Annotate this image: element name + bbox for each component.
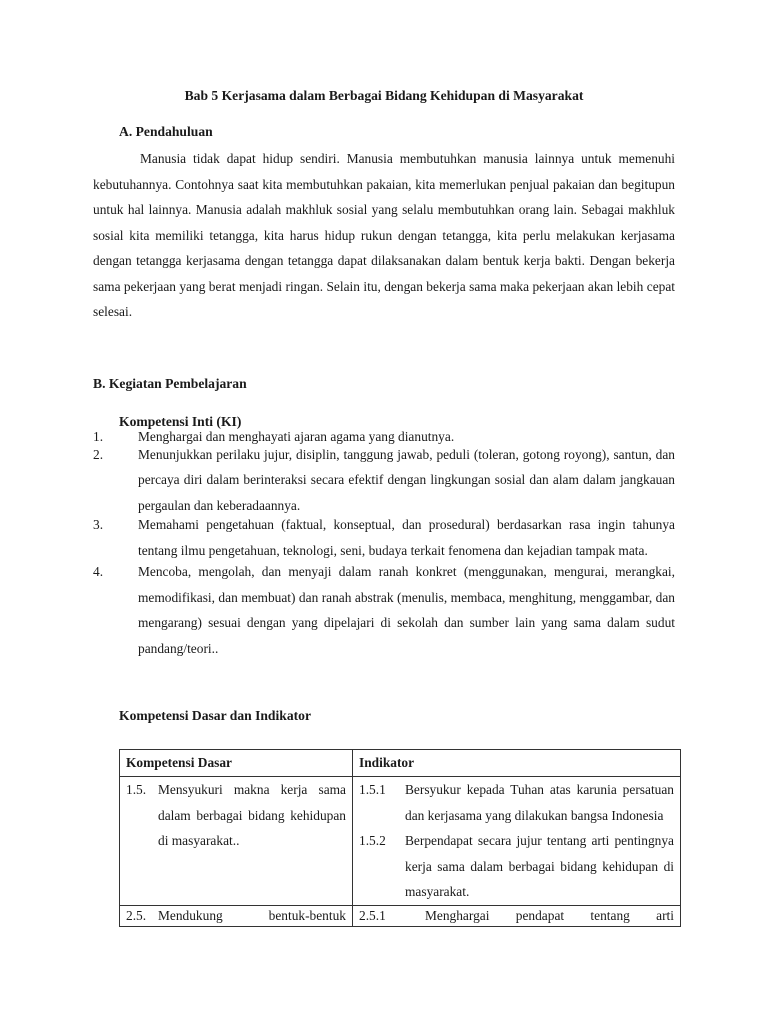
ki-item-number: 1. bbox=[93, 429, 104, 444]
section-b-heading: B. Kegiatan Pembelajaran bbox=[93, 376, 247, 391]
kd-text: Mendukung bentuk-bentuk bbox=[158, 907, 346, 923]
indicator-item bbox=[359, 906, 674, 926]
indicator-number: 1.5.2 bbox=[359, 833, 386, 848]
kd-text: Mensyukuri makna kerja sama dalam berbagai bidang kehidupan di masyarakat.. bbox=[158, 782, 346, 848]
ki-item-text: Memahami pengetahuan (faktual, konseptual, dan prosedural) berdasarkan rasa ingin tahunya tentang ilmu pengetahuan, teknologi, seni, budaya terkait fenomena dan kejadian tampak mata. bbox=[138, 517, 675, 558]
indicator-cell bbox=[353, 905, 681, 926]
ki-list bbox=[93, 428, 675, 661]
table-row bbox=[120, 905, 681, 926]
kd-cell bbox=[120, 905, 353, 926]
table-row bbox=[120, 777, 681, 906]
indicator-text: Berpendapat secara jujur tentang arti pentingnya kerja sama dalam berbagai bidang kehidupan di masyarakat. bbox=[405, 833, 674, 899]
indicator-item bbox=[359, 828, 674, 905]
ki-item bbox=[93, 559, 675, 661]
ki-item bbox=[93, 442, 675, 519]
document-title: Bab 5 Kerjasama dalam Berbagai Bidang Kehidupan di Masyarakat bbox=[184, 88, 584, 103]
table-header-row bbox=[120, 750, 681, 777]
ki-item bbox=[93, 512, 675, 563]
table-header-kd: Kompetensi Dasar bbox=[120, 750, 353, 777]
indicator-item bbox=[359, 777, 674, 828]
ki-item-text: Mencoba, mengolah, dan menyaji dalam ranah konkret (menggunakan, mengurai, merangkai, memodifikasi, dan membuat) dan ranah abstrak (menulis, membaca, menghitung, menggambar, dan mengarang) sesuai dengan yang dipelajari di sekolah dan sumber lain yang sama dalam sudut pandang/teori.. bbox=[138, 564, 675, 656]
ki-item-text: Menghargai dan menghayati ajaran agama yang dianutnya. bbox=[138, 429, 455, 444]
ki-item-number: 2. bbox=[93, 446, 104, 462]
indicator-number: 2.5.1 bbox=[359, 907, 386, 923]
kd-indicator-table bbox=[119, 749, 681, 927]
table-header-indikator: Indikator bbox=[353, 750, 681, 777]
intro-paragraph: Manusia tidak dapat hidup sendiri. Manusia membutuhkan manusia lainnya untuk memenuhi kebutuhannya. Contohnya saat kita membutuhkan pakaian, kita memerlukan penjual pakaian dan begitupun untuk hal lainnya. Manusia adalah makhluk sosial yang selalu membutuhkan orang lain. Sebagai makhluk sosial kita memiliki tetangga, kita harus hidup rukun dengan tetangga, kita perlu melakukan kerjasama dengan tetangga kerjasama dengan tetangga dapat dilaksanakan dalam bentuk kerja bakti. Dengan bekerja sama pekerjaan yang berat menjadi ringan. Selain itu, dengan bekerja sama maka pekerjaan akan lebih cepat selesai. bbox=[93, 151, 675, 319]
indicator-cell bbox=[353, 777, 681, 906]
ki-heading: Kompetensi Inti (KI) bbox=[119, 414, 242, 429]
kd-number: 2.5. bbox=[126, 907, 147, 923]
section-a-heading: A. Pendahuluan bbox=[119, 124, 213, 139]
kd-number: 1.5. bbox=[126, 782, 147, 797]
ki-item-number: 3. bbox=[93, 517, 104, 532]
indicator-number: 1.5.1 bbox=[359, 782, 386, 797]
kd-heading: Kompetensi Dasar dan Indikator bbox=[119, 708, 311, 723]
indicator-text: Bersyukur kepada Tuhan atas karunia persatuan dan kerjasama yang dilakukan bangsa Indonesia bbox=[405, 782, 674, 823]
indicator-text: Menghargai pendapat tentang arti bbox=[425, 907, 674, 923]
ki-item-text: Menunjukkan perilaku jujur, disiplin, tanggung jawab, peduli (toleran, gotong royong), santun, dan percaya diri dalam berinteraksi secara efektif dengan lingkungan sosial dan alam dalam jangkauan pergaulan dan keberadaannya. bbox=[138, 446, 675, 513]
ki-item-number: 4. bbox=[93, 564, 104, 579]
kd-cell bbox=[120, 777, 353, 906]
